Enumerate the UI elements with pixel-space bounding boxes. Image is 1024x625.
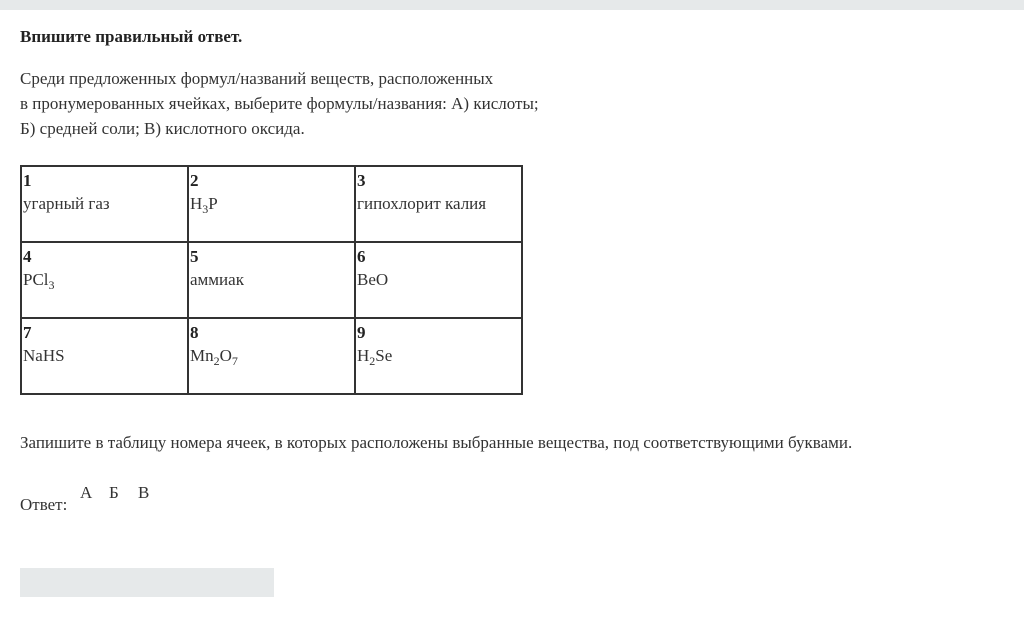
- cell-substance: угарный газ: [23, 194, 110, 213]
- cell-number: 3: [357, 171, 366, 190]
- formula-part: O: [219, 346, 232, 365]
- table-cell: [21, 242, 188, 318]
- formula-subscript: 3: [202, 202, 209, 216]
- table-row: [21, 166, 522, 242]
- cell-number: 6: [357, 247, 366, 266]
- answer-letter-v: В: [138, 483, 150, 502]
- formula-part: P: [208, 194, 218, 213]
- table-cell: [355, 318, 522, 394]
- substances-table: [20, 165, 523, 395]
- table-cell: [188, 318, 355, 394]
- question-line: в пронумерованных ячейках, выберите формулы/названия: А) кислоты;: [20, 94, 539, 113]
- answer-letters: [80, 483, 167, 503]
- cell-substance: [190, 343, 354, 368]
- cell-substance: [190, 191, 354, 216]
- cell-number: 1: [23, 171, 32, 190]
- cell-substance: [357, 343, 521, 368]
- formula-part: Se: [375, 346, 393, 365]
- answer-letter-a: А: [80, 483, 93, 502]
- table-cell: [188, 242, 355, 318]
- answer-label: Ответ:: [20, 495, 68, 514]
- formula-part: PCl: [23, 270, 49, 289]
- top-bar: [0, 0, 1024, 10]
- table-cell: [21, 318, 188, 394]
- answer-letter-b: Б: [109, 483, 119, 502]
- formula-subscript: 3: [48, 278, 55, 292]
- table-row: [21, 242, 522, 318]
- table-row: [21, 318, 522, 394]
- formula-subscript: 7: [231, 354, 238, 368]
- cell-number: 8: [190, 323, 199, 342]
- cell-number: 4: [23, 247, 32, 266]
- formula-part: H: [357, 346, 370, 365]
- instruction-text: Запишите в таблицу номера ячеек, в которых расположены выбранные вещества, под соответствующими буквами.: [20, 433, 853, 452]
- answer-input[interactable]: [20, 568, 274, 597]
- table-cell: [188, 166, 355, 242]
- formula-subscript: 2: [369, 354, 376, 368]
- cell-number: 7: [23, 323, 32, 342]
- cell-substance: аммиак: [190, 270, 244, 289]
- table-cell: [355, 166, 522, 242]
- formula-part: H: [190, 194, 203, 213]
- question-line: Среди предложенных формул/названий веществ, расположенных: [20, 69, 494, 88]
- cell-number: 2: [190, 171, 199, 190]
- cell-substance: BeO: [357, 270, 389, 289]
- table-cell: [355, 242, 522, 318]
- question-line: Б) средней соли; В) кислотного оксида.: [20, 119, 305, 138]
- cell-number: 5: [190, 247, 199, 266]
- formula-subscript: 2: [213, 354, 220, 368]
- table-cell: [21, 166, 188, 242]
- cell-substance: NaHS: [23, 346, 65, 365]
- formula-part: Mn: [190, 346, 214, 365]
- task-heading: Впишите правильный ответ.: [20, 27, 243, 46]
- cell-substance: [23, 267, 187, 292]
- question-text: [20, 66, 620, 141]
- cell-number: 9: [357, 323, 366, 342]
- cell-substance: гипохлорит калия: [357, 194, 487, 213]
